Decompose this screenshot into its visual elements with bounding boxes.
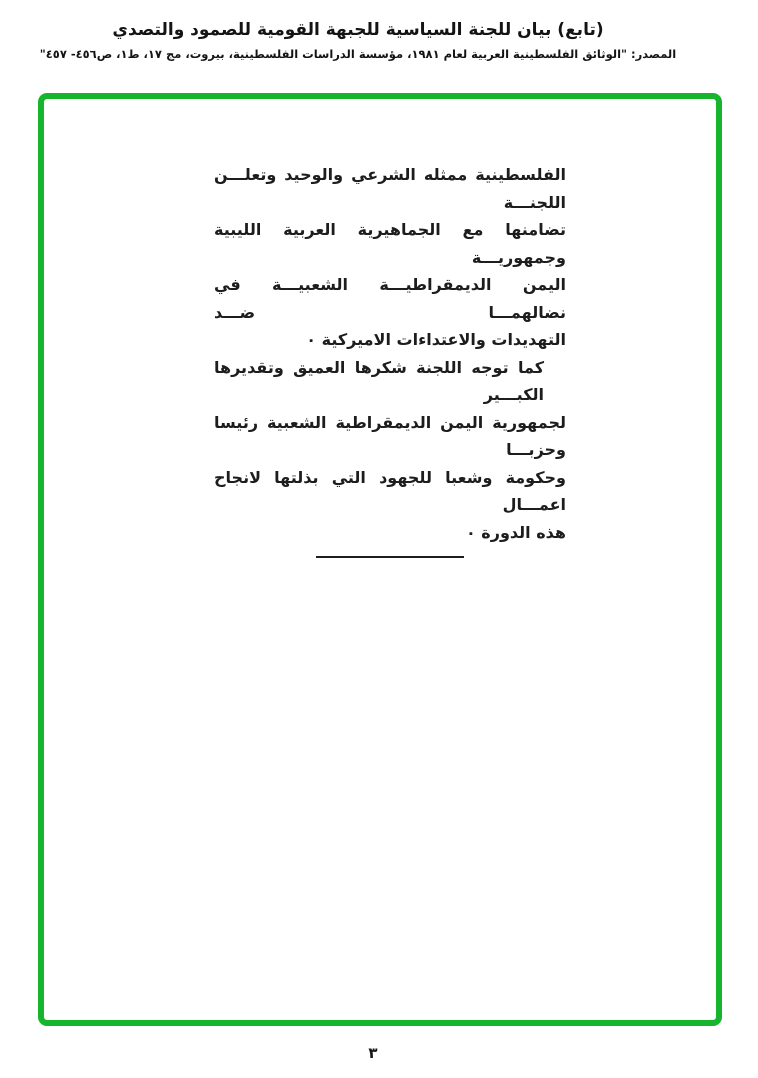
body-line: الفلسطينية ممثله الشرعي والوحيد وتعلـــن اللجنـــة	[214, 165, 566, 212]
body-line: اليمن الديمقراطيـــة الشعبيـــة في نضالهمـــا ضـــد	[214, 275, 566, 322]
body-line: كما توجه اللجنة شكرها العميق وتقديرها الكبـــير	[214, 357, 544, 404]
paragraph-gratitude	[214, 354, 566, 547]
page-number: ٣	[368, 1044, 378, 1062]
document-header	[0, 20, 716, 61]
body-line: لجمهورية اليمن الديمقراطية الشعبية رئيسا وحزبـــا	[214, 412, 566, 459]
document-title: (تابع) بيان للجنة السياسية للجبهة القومية للصمود والتصدي	[112, 20, 604, 40]
body-line: وحكومة وشعبا للجهود التي بذلتها لانجاح اعمـــال	[214, 467, 566, 514]
document-source-citation: المصدر: "الوثائق الفلسطينية العربية لعام ١٩٨١، مؤسسة الدراسات الفلسطينية، بيروت، مج ١٧، ط١، ص٤٥٦- ٤٥٧"	[39, 47, 677, 61]
document-body	[214, 161, 566, 558]
body-line: هذه الدورة ٠	[465, 522, 566, 542]
paragraph-solidarity	[214, 161, 566, 354]
body-line: تضامنها مع الجماهيرية العربية الليبية وجمهوريـــة	[214, 220, 566, 267]
section-divider	[316, 556, 464, 558]
body-line: التهديدات والاعتداءات الاميركية ٠	[306, 330, 566, 349]
